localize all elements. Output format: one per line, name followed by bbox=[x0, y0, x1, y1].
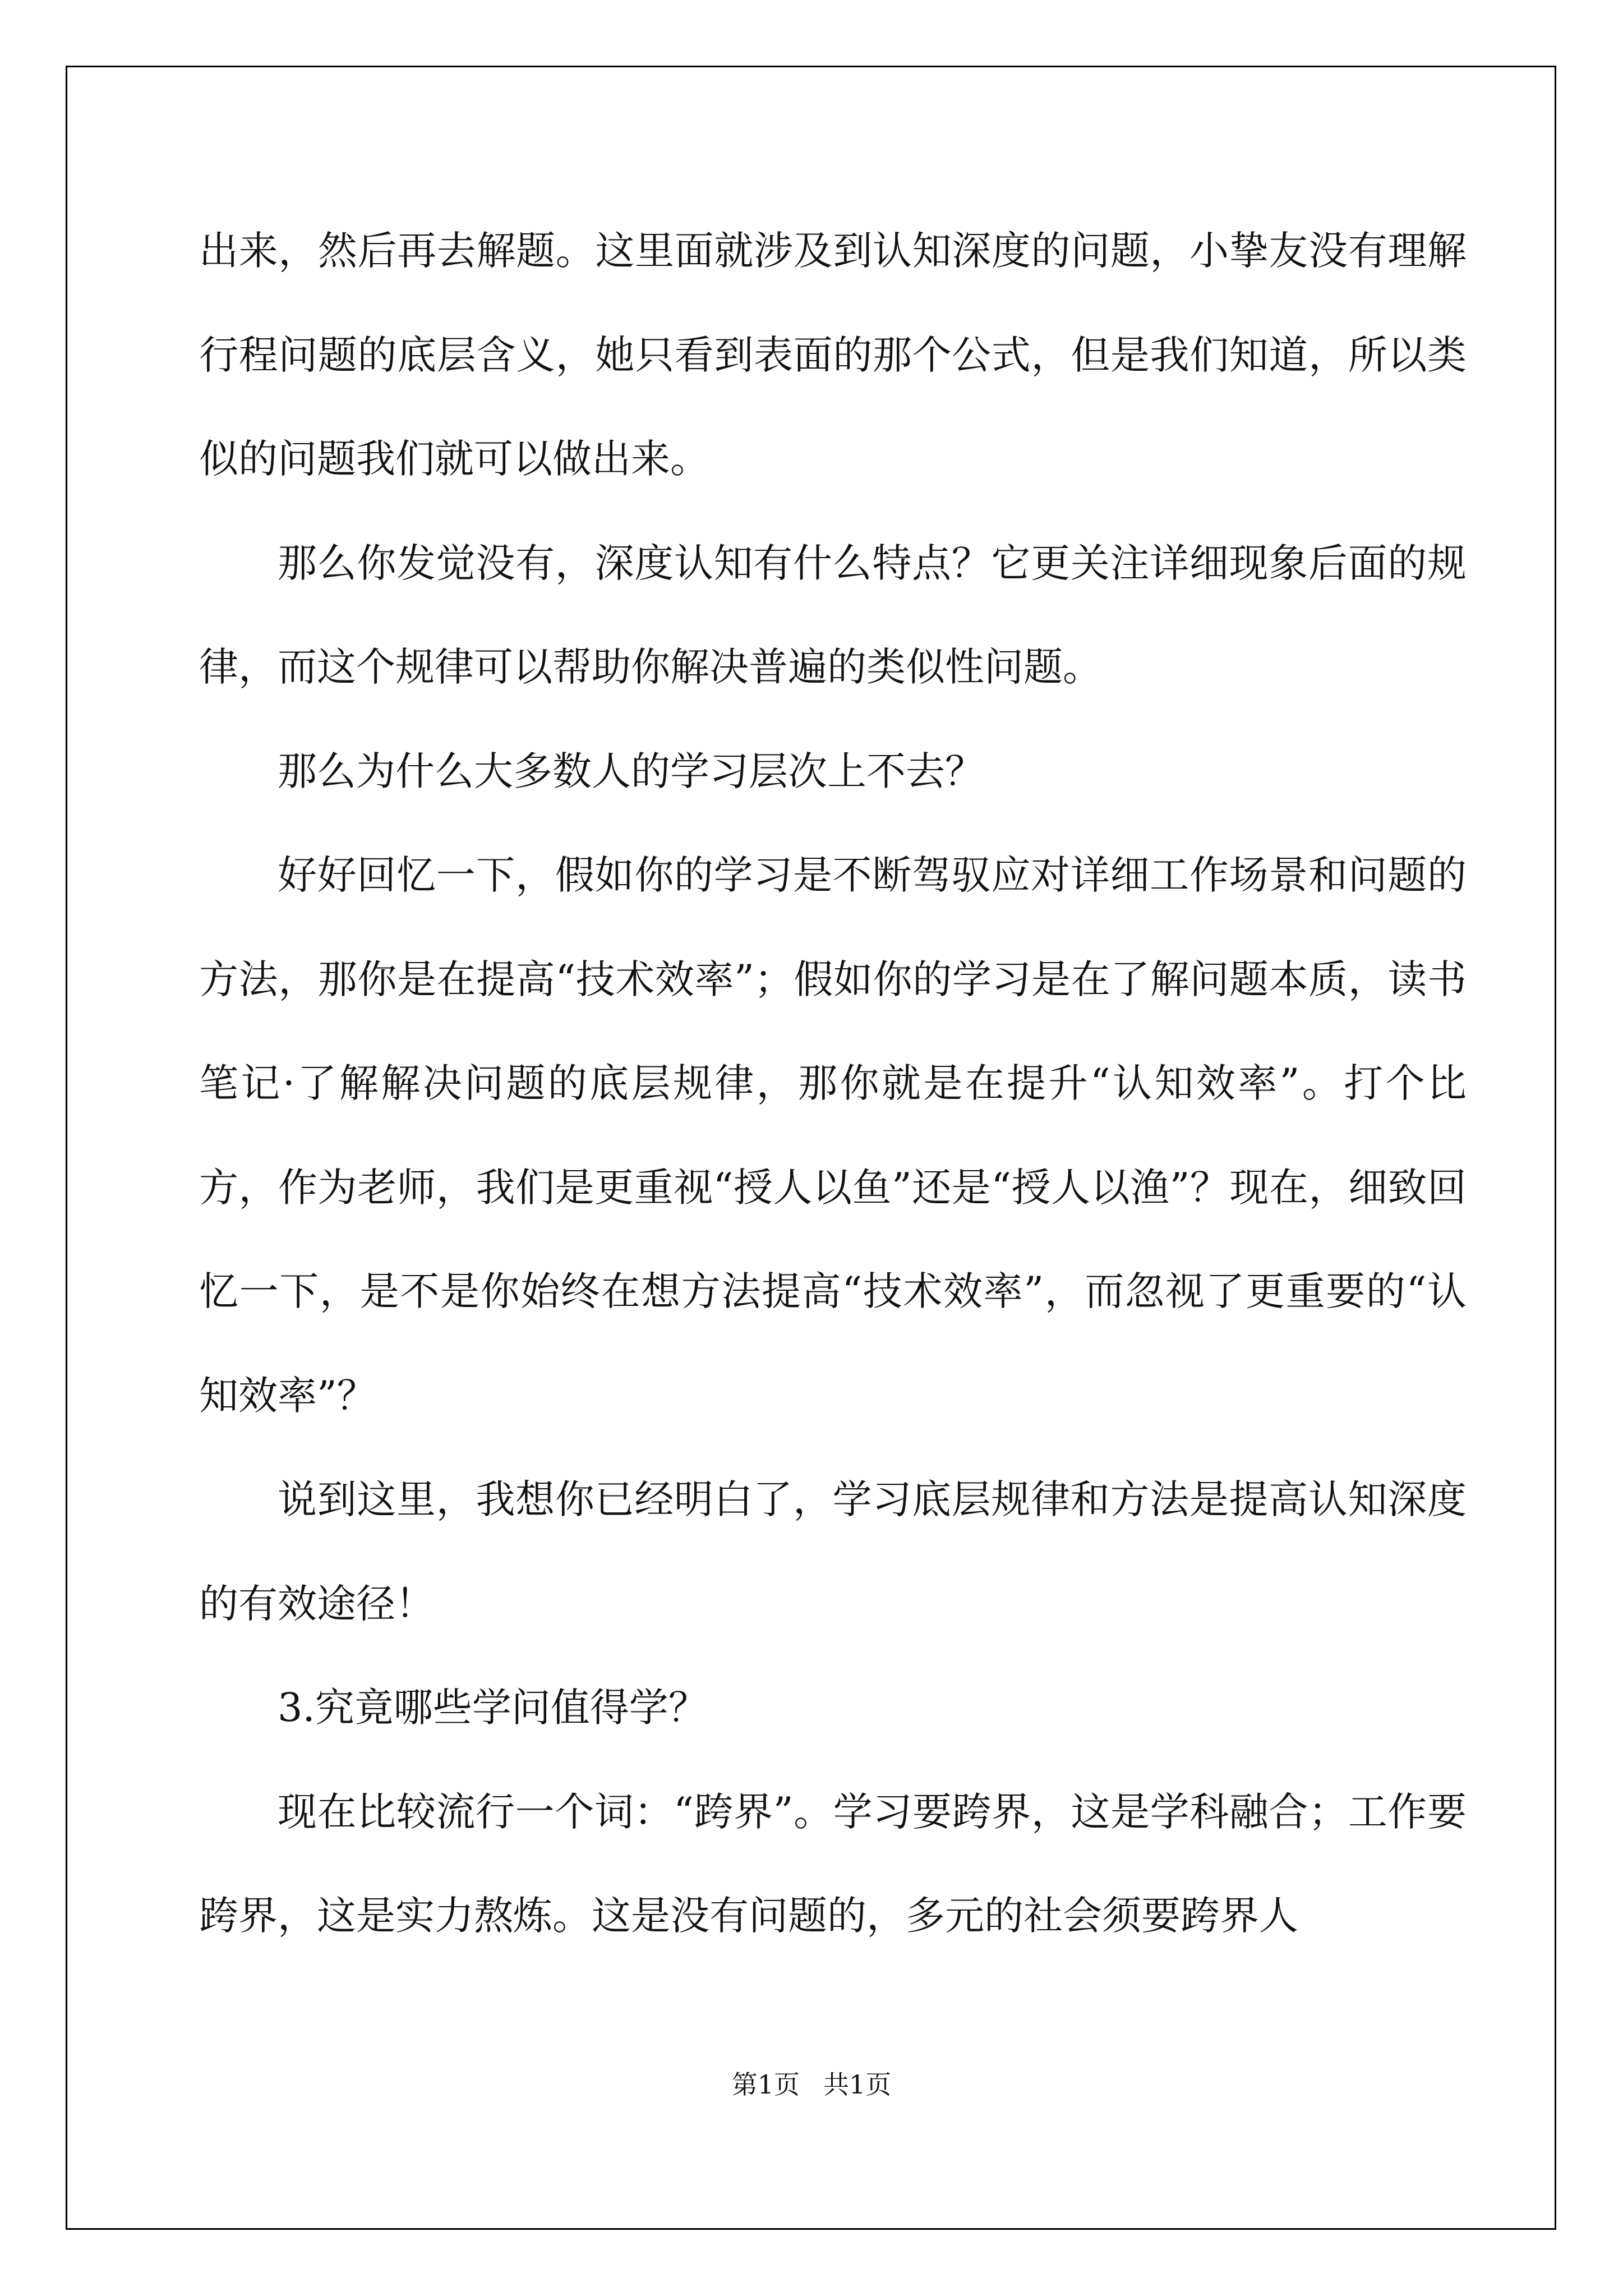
document-body bbox=[199, 199, 1467, 1968]
paragraph-1: 出来，然后再去解题。这里面就涉及到认知深度的问题，小挚友没有理解行程问题的底层含义，她只看到表面的那个公式，但是我们知道，所以类似的问题我们就可以做出来。 bbox=[199, 228, 1467, 482]
paragraph-5: 说到这里，我想你已经明白了，学习底层规律和方法是提高认知深度的有效途径！ bbox=[199, 1476, 1467, 1627]
paragraph-4: 好好回忆一下，假如你的学习是不断驾驭应对详细工作场景和问题的方法，那你是在提高“技术效率”；假如你的学习是在了解问题本质，读书笔记·了解解决问题的底层规律，那你就是在提升“认知效率”。打个比方，作为老师，我们是更重视“授人以鱼”还是“授人以渔”？现在，细致回忆一下，是不是你始终在想方法提高“技术效率”，而忽视了更重要的“认知效率”？ bbox=[199, 852, 1467, 1419]
paragraph-3: 那么为什么大多数人的学习层次上不去？ bbox=[278, 748, 984, 794]
page-footer bbox=[0, 2064, 1623, 2101]
paragraph-7: 现在比较流行一个词：“跨界”。学习要跨界，这是学科融合；工作要跨界，这是实力熬炼。这是没有问题的，多元的社会须要跨界人 bbox=[199, 1788, 1467, 1939]
paragraph-2: 那么你发觉没有，深度认知有什么特点？它更关注详细现象后面的规律，而这个规律可以帮助你解决普遍的类似性问题。 bbox=[199, 540, 1467, 690]
page-total: 共1页 bbox=[823, 2069, 892, 2100]
page-number: 第1页 bbox=[731, 2069, 800, 2100]
section-heading: 3.究竟哪些学问值得学？ bbox=[278, 1685, 708, 1731]
